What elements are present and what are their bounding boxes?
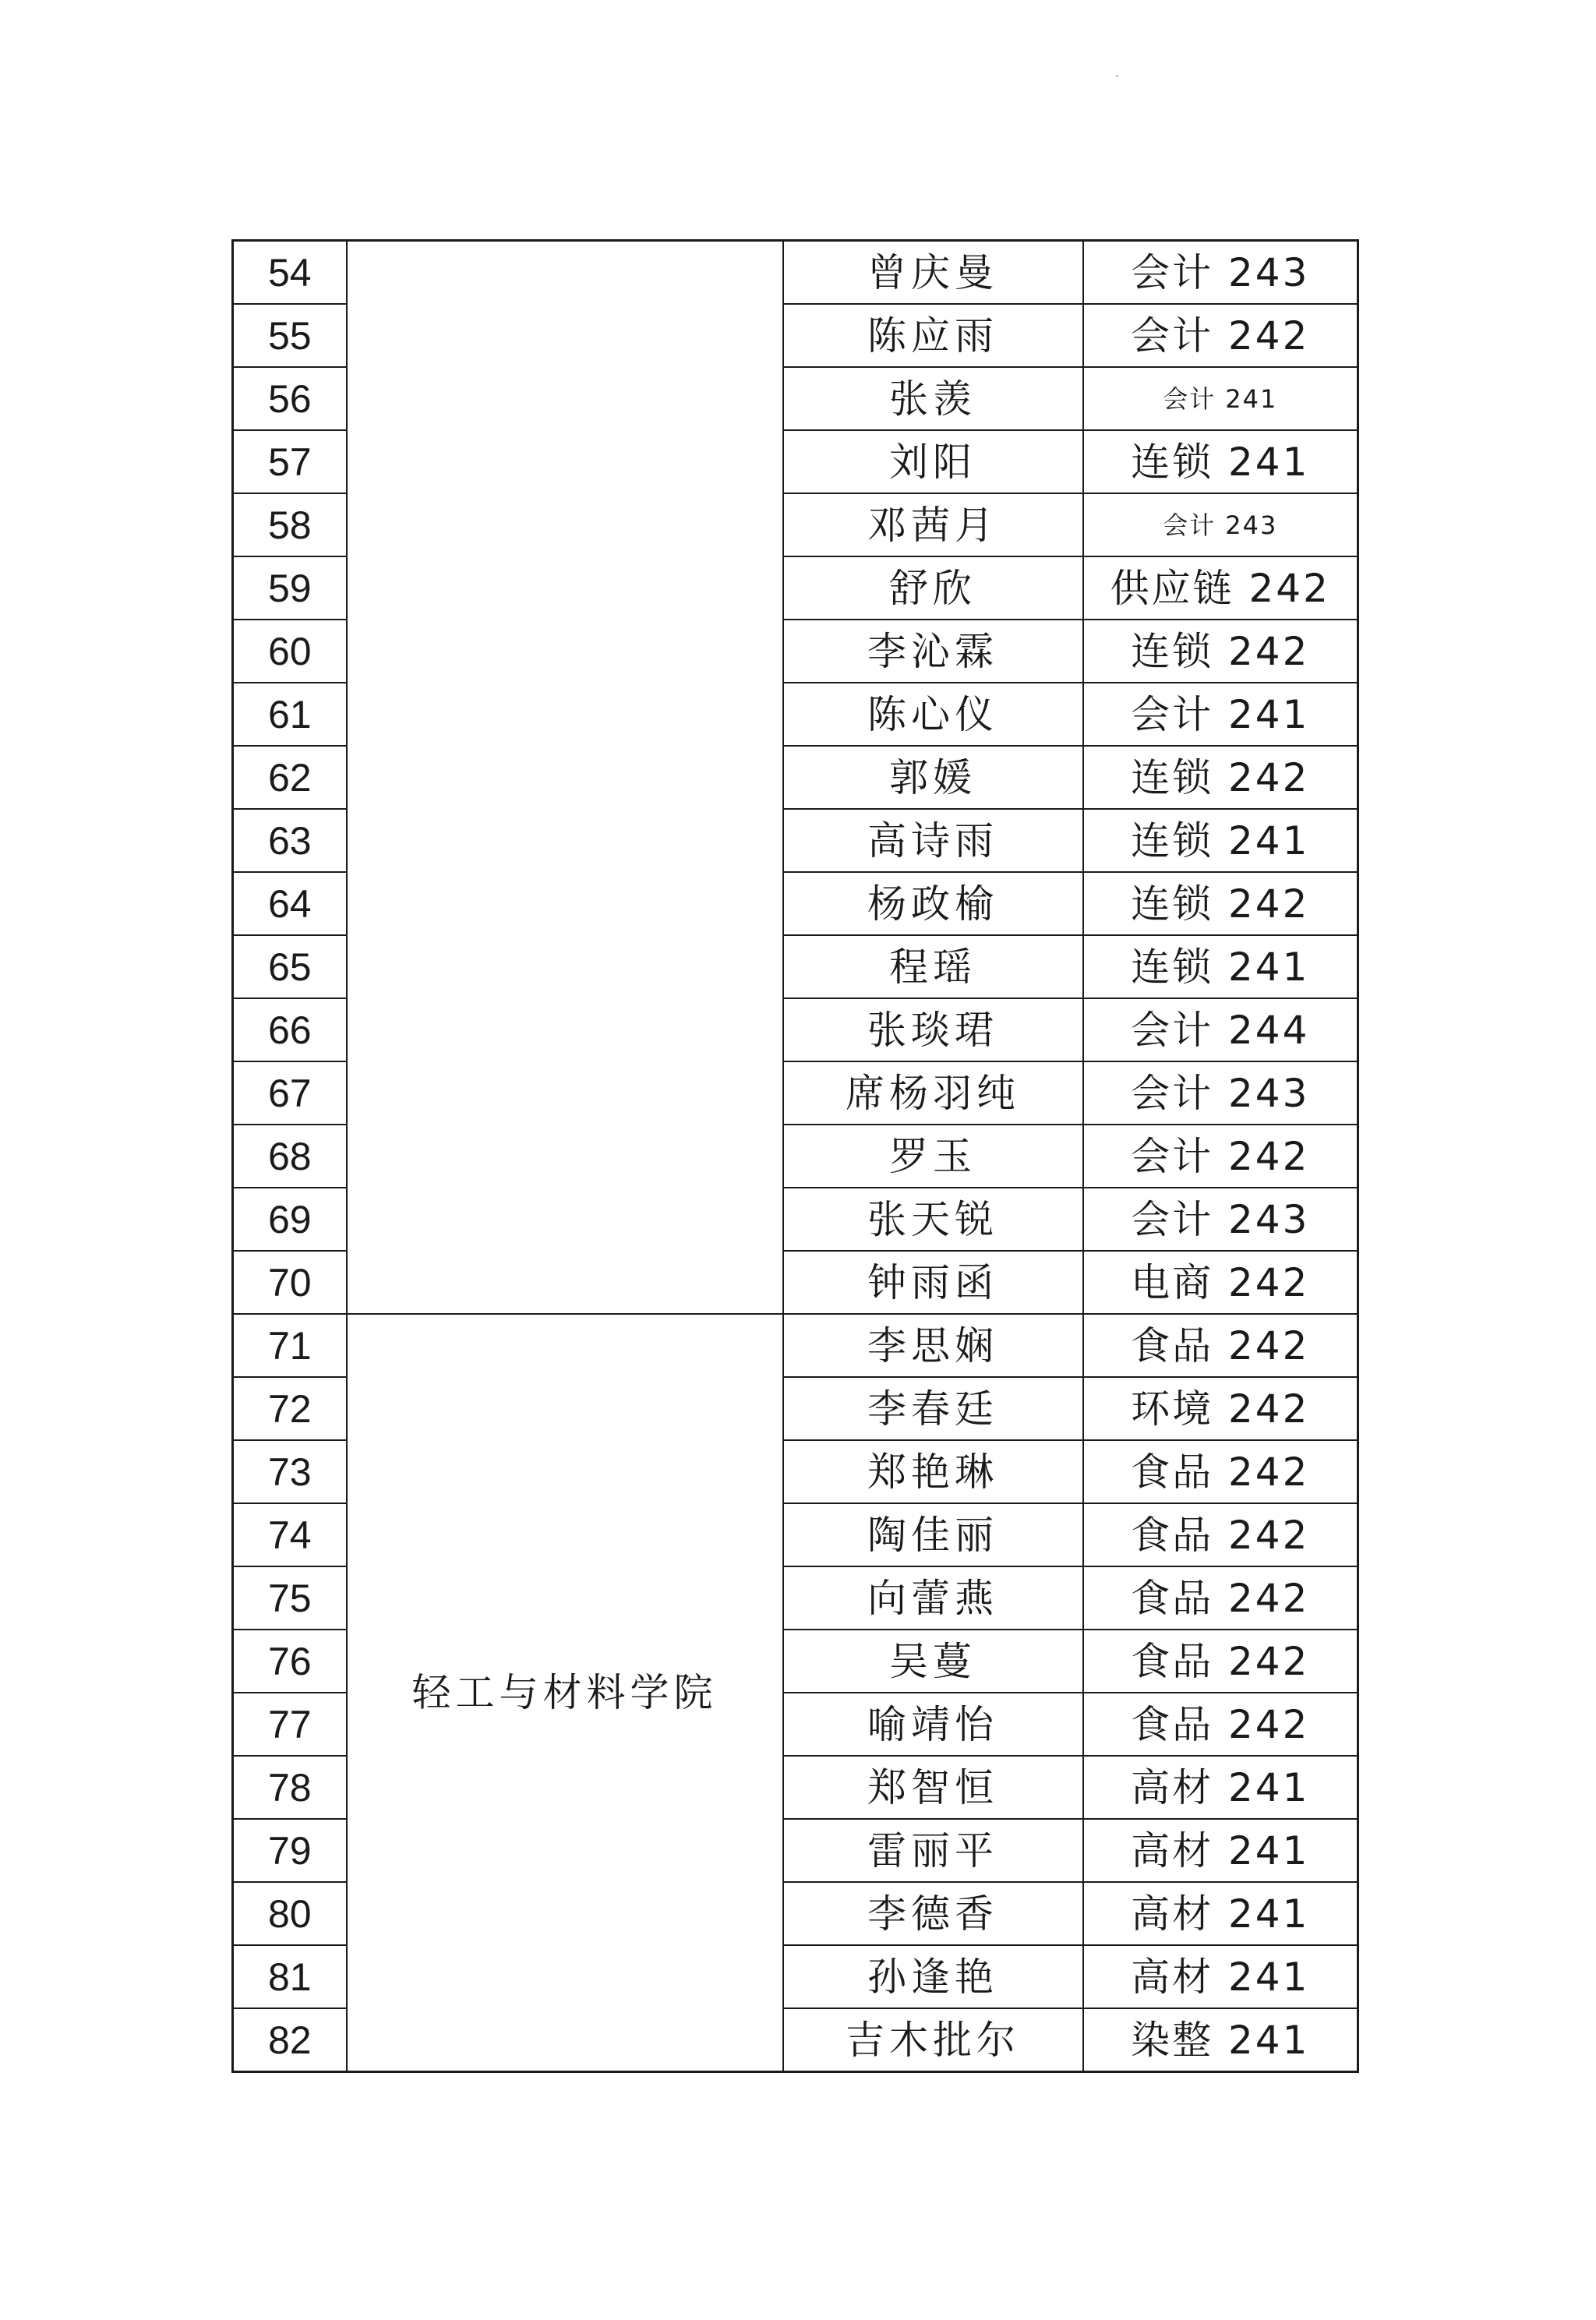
student-name-cell: 罗玉 xyxy=(783,1125,1083,1188)
class-cell: 会计 243 xyxy=(1083,1188,1358,1251)
class-cell: 食品 242 xyxy=(1083,1693,1358,1756)
row-number-cell: 56 xyxy=(233,367,347,430)
student-name-cell: 邓茜月 xyxy=(783,493,1083,556)
row-number-cell: 69 xyxy=(233,1188,347,1251)
student-name-cell: 席杨羽纯 xyxy=(783,1061,1083,1125)
student-name-cell: 李沁霖 xyxy=(783,620,1083,683)
class-cell: 食品 242 xyxy=(1083,1630,1358,1693)
row-number-cell: 81 xyxy=(233,1945,347,2008)
class-cell: 环境 242 xyxy=(1083,1377,1358,1440)
class-cell: 食品 242 xyxy=(1083,1314,1358,1377)
table-row xyxy=(233,241,1358,305)
class-cell: 连锁 242 xyxy=(1083,872,1358,935)
row-number-cell: 66 xyxy=(233,998,347,1061)
row-number-cell: 61 xyxy=(233,683,347,746)
class-cell: 食品 242 xyxy=(1083,1566,1358,1630)
class-cell: 高材 241 xyxy=(1083,1756,1358,1819)
row-number-cell: 55 xyxy=(233,304,347,367)
student-name-cell: 杨政榆 xyxy=(783,872,1083,935)
class-cell: 会计 242 xyxy=(1083,304,1358,367)
class-cell: 连锁 242 xyxy=(1083,746,1358,809)
row-number-cell: 64 xyxy=(233,872,347,935)
student-name-cell: 张羡 xyxy=(783,367,1083,430)
row-number-cell: 79 xyxy=(233,1819,347,1882)
student-name-cell: 吉木批尔 xyxy=(783,2008,1083,2072)
class-cell: 连锁 242 xyxy=(1083,620,1358,683)
class-cell: 食品 242 xyxy=(1083,1503,1358,1566)
row-number-cell: 80 xyxy=(233,1882,347,1945)
row-number-cell: 63 xyxy=(233,809,347,872)
class-cell: 染整 241 xyxy=(1083,2008,1358,2072)
row-number-cell: 62 xyxy=(233,746,347,809)
row-number-cell: 78 xyxy=(233,1756,347,1819)
class-cell: 连锁 241 xyxy=(1083,430,1358,493)
student-name-cell: 李德香 xyxy=(783,1882,1083,1945)
college-cell xyxy=(347,241,783,1315)
student-name-cell: 张琰珺 xyxy=(783,998,1083,1061)
row-number-cell: 75 xyxy=(233,1566,347,1630)
row-number-cell: 54 xyxy=(233,241,347,305)
student-name-cell: 程瑶 xyxy=(783,935,1083,998)
row-number-cell: 59 xyxy=(233,556,347,620)
student-name-cell: 郑智恒 xyxy=(783,1756,1083,1819)
class-cell: 会计 243 xyxy=(1083,1061,1358,1125)
student-name-cell: 张天锐 xyxy=(783,1188,1083,1251)
table-row xyxy=(233,1314,1358,1377)
student-name-cell: 向蕾燕 xyxy=(783,1566,1083,1630)
row-number-cell: 71 xyxy=(233,1314,347,1377)
student-name-cell: 曾庆曼 xyxy=(783,241,1083,305)
student-name-cell: 郭媛 xyxy=(783,746,1083,809)
row-number-cell: 76 xyxy=(233,1630,347,1693)
class-cell: 供应链 242 xyxy=(1083,556,1358,620)
class-cell: 高材 241 xyxy=(1083,1945,1358,2008)
row-number-cell: 73 xyxy=(233,1440,347,1503)
student-name-cell: 陶佳丽 xyxy=(783,1503,1083,1566)
student-name-cell: 李思娴 xyxy=(783,1314,1083,1377)
class-cell: 会计 241 xyxy=(1083,367,1358,430)
class-cell: 会计 241 xyxy=(1083,683,1358,746)
scan-speck xyxy=(1116,75,1118,77)
row-number-cell: 74 xyxy=(233,1503,347,1566)
student-name-cell: 郑艳琳 xyxy=(783,1440,1083,1503)
row-number-cell: 68 xyxy=(233,1125,347,1188)
row-number-cell: 77 xyxy=(233,1693,347,1756)
student-name-cell: 喻靖怡 xyxy=(783,1693,1083,1756)
class-cell: 电商 242 xyxy=(1083,1251,1358,1314)
student-name-cell: 陈应雨 xyxy=(783,304,1083,367)
student-name-cell: 吴蔓 xyxy=(783,1630,1083,1693)
row-number-cell: 82 xyxy=(233,2008,347,2072)
student-roster-table xyxy=(231,239,1359,2073)
student-name-cell: 李春廷 xyxy=(783,1377,1083,1440)
student-name-cell: 孙逢艳 xyxy=(783,1945,1083,2008)
class-cell: 高材 241 xyxy=(1083,1819,1358,1882)
student-name-cell: 高诗雨 xyxy=(783,809,1083,872)
row-number-cell: 57 xyxy=(233,430,347,493)
student-name-cell: 舒欣 xyxy=(783,556,1083,620)
class-cell: 高材 241 xyxy=(1083,1882,1358,1945)
row-number-cell: 65 xyxy=(233,935,347,998)
class-cell: 会计 244 xyxy=(1083,998,1358,1061)
student-name-cell: 雷丽平 xyxy=(783,1819,1083,1882)
row-number-cell: 58 xyxy=(233,493,347,556)
row-number-cell: 70 xyxy=(233,1251,347,1314)
row-number-cell: 60 xyxy=(233,620,347,683)
class-cell: 会计 242 xyxy=(1083,1125,1358,1188)
class-cell: 会计 243 xyxy=(1083,241,1358,305)
student-name-cell: 钟雨函 xyxy=(783,1251,1083,1314)
class-cell: 食品 242 xyxy=(1083,1440,1358,1503)
row-number-cell: 67 xyxy=(233,1061,347,1125)
student-name-cell: 陈心仪 xyxy=(783,683,1083,746)
row-number-cell: 72 xyxy=(233,1377,347,1440)
student-name-cell: 刘阳 xyxy=(783,430,1083,493)
class-cell: 连锁 241 xyxy=(1083,935,1358,998)
class-cell: 连锁 241 xyxy=(1083,809,1358,872)
college-cell: 轻工与材料学院 xyxy=(347,1314,783,2072)
roster-body xyxy=(233,241,1358,2072)
class-cell: 会计 243 xyxy=(1083,493,1358,556)
